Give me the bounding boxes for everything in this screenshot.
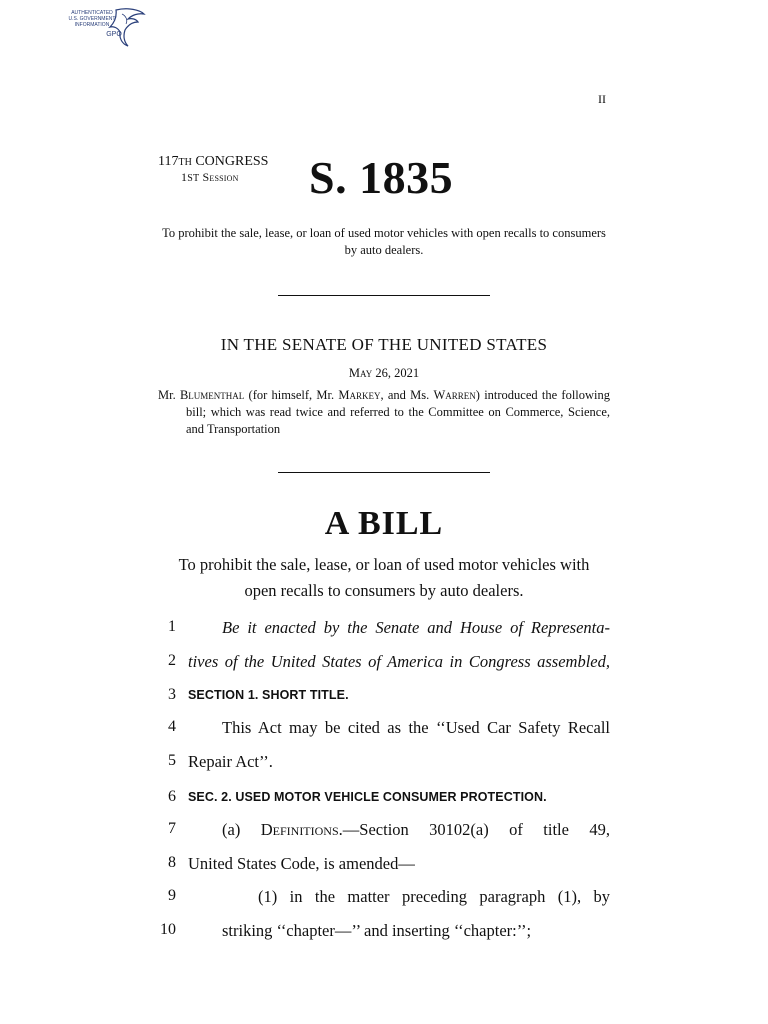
bill-line <box>0 718 768 752</box>
line-text: This Act may be cited as the ‘‘Used Car Safety Recall <box>222 718 610 737</box>
line-text <box>188 820 610 840</box>
gpo-authentication-seal <box>62 6 148 48</box>
bill-line <box>0 652 768 686</box>
bill-line <box>0 921 768 955</box>
line-number: 8 <box>168 854 176 871</box>
bill-line <box>0 820 768 854</box>
short-title: To prohibit the sale, lease, or loan of used motor vehicles with open recalls to consumers by auto dealers. <box>162 226 606 257</box>
line-number: 7 <box>168 820 176 837</box>
line-text: United States Code, is amended— <box>188 854 415 873</box>
session-line <box>158 170 268 186</box>
bill-line <box>0 887 768 921</box>
a-bill-heading: A BILL <box>324 505 444 542</box>
session-number: 1 <box>181 170 188 184</box>
line-number: 1 <box>168 618 176 635</box>
line-number: 10 <box>160 921 176 938</box>
line-number: 5 <box>168 752 176 769</box>
senate-heading: IN THE SENATE OF THE UNITED STATES <box>220 335 548 354</box>
congress-word: CONGRESS <box>195 154 269 169</box>
seal-line-1: AUTHENTICATED <box>71 10 113 16</box>
divider-rule <box>278 472 490 473</box>
seal-line-3: INFORMATION <box>74 22 110 28</box>
subsection-label: (a) <box>222 820 261 839</box>
introduction-text <box>158 387 610 438</box>
line-text: Be it enacted by the Senate and House of Representa- <box>222 618 610 637</box>
line-text: tives of the United States of America in Congress assembled, <box>188 652 610 671</box>
intro-text-2: , and Ms. <box>380 388 434 402</box>
line-number: 6 <box>168 788 176 805</box>
long-title: To prohibit the sale, lease, or loan of used motor vehicles with open recalls to consumers by auto dealers. <box>178 555 590 600</box>
congress-suffix: TH <box>178 157 192 168</box>
line-number: 3 <box>168 686 176 703</box>
introduction-date: May 26, 2021 <box>348 366 420 380</box>
line-number: 4 <box>168 718 176 735</box>
line-number: 9 <box>168 887 176 904</box>
section-heading: SECTION 1. SHORT TITLE. <box>188 688 349 702</box>
bill-line <box>0 618 768 652</box>
session-word: Session <box>202 170 239 184</box>
congress-line <box>158 154 268 170</box>
line-text: Repair Act’’. <box>188 752 273 771</box>
eagle-icon <box>62 6 148 48</box>
intro-text-3: ) introduced the following bill; which was read twice and referred to the Committee on Commerce, Science, and Transportation <box>186 388 611 436</box>
page-marker: II <box>598 92 606 106</box>
sponsor-name: Blumenthal <box>179 388 245 402</box>
section-heading: SEC. 2. USED MOTOR VEHICLE CONSUMER PROTECTION. <box>188 790 547 804</box>
bill-number: S. 1835 <box>309 152 454 203</box>
line-text: (1) in the matter preceding paragraph (1), by <box>258 887 610 906</box>
congress-session-block <box>158 154 268 186</box>
line-number: 2 <box>168 652 176 669</box>
bill-line <box>0 788 768 822</box>
bill-line <box>0 854 768 888</box>
congress-number: 117 <box>158 154 179 169</box>
bill-line <box>0 752 768 786</box>
seal-line-2: U.S. GOVERNMENT <box>68 16 116 22</box>
intro-text-1: (for himself, Mr. <box>244 388 339 402</box>
bill-line <box>0 686 768 720</box>
seal-mark: GPO <box>106 31 122 38</box>
subsection-heading: Definitions <box>260 820 339 839</box>
cosponsor-name-2: Warren <box>433 388 476 402</box>
subsection-text: .—Section 30102(a) of title 49, <box>338 820 610 839</box>
intro-title-1: Mr. <box>158 388 180 402</box>
divider-rule <box>278 295 490 296</box>
cosponsor-name-1: Markey <box>338 388 381 402</box>
line-text: striking ‘‘chapter—’’ and inserting ‘‘chapter:’’; <box>222 921 532 940</box>
session-suffix: ST <box>187 173 200 184</box>
